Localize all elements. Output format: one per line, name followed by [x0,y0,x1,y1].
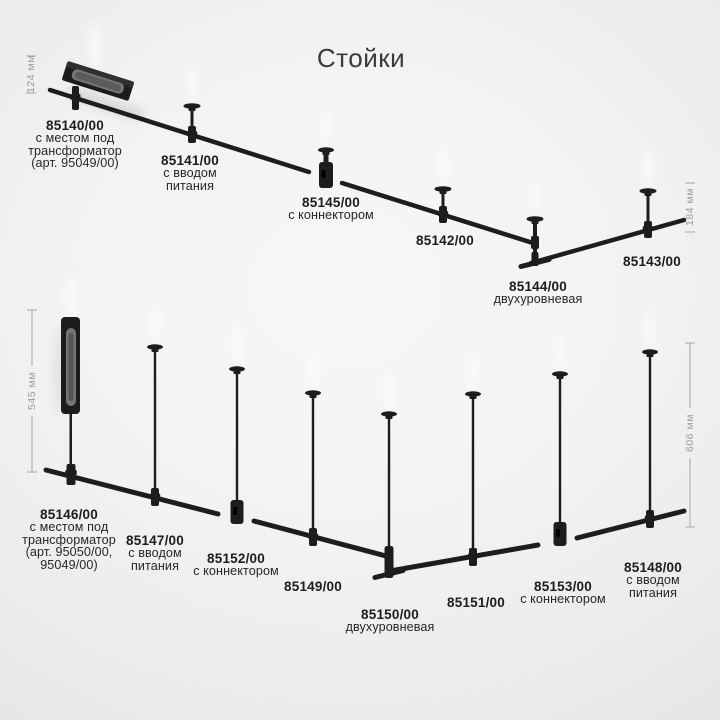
product-description-line: с вводом [128,546,182,560]
product-description-line: (арт. 95050/00, [25,545,113,560]
product-label-85150 [346,608,435,634]
product-label-85153 [520,580,606,606]
dimension-lines [26,56,695,527]
product-description-line: питания [130,558,179,573]
product-label-85142 [416,234,474,247]
product-label-85149 [284,580,342,593]
product-label-85141 [161,154,219,192]
product-label-85147 [126,534,184,572]
article-number: 85153/00 [534,579,592,594]
product-label-85144 [494,280,583,306]
stand-85148-graphic [642,349,658,528]
product-label-85152 [193,552,279,578]
article-number: 85145/00 [302,195,360,210]
dimension-label-545mm: 545 мм [26,372,38,410]
product-label-85151 [447,596,505,609]
product-label-85143 [623,255,681,268]
stand-85152-graphic [229,366,245,524]
page-title: Стойки [316,43,406,73]
article-number: 85148/00 [624,560,682,575]
product-description-line: двухуровневая [493,292,583,306]
product-description-line: двухуровневая [345,620,435,634]
article-number: 85140/00 [46,118,104,133]
article-number: 85146/00 [40,507,98,522]
product-description-line: с местом под [35,131,115,145]
product-description-line: с вводом [626,573,680,587]
article-number: 85152/00 [207,551,265,566]
track-segment-bottom-2 [254,521,386,556]
stand-85147-graphic [147,344,163,506]
dimension-label-124mm: 124 мм [25,55,37,93]
product-description-line: питания [628,585,677,600]
article-number: 85144/00 [509,279,567,294]
article-number: 85151/00 [447,595,505,610]
track-segment-bottom-4 [577,511,684,538]
stand-85145-graphic [318,147,334,188]
product-description-line: с коннектором [520,592,606,606]
article-number: 85142/00 [416,233,474,248]
stand-85146-graphic [61,317,80,485]
product-description-line: питания [165,178,214,193]
product-description-line: трансформатор [22,532,116,547]
stand-85149-graphic [305,390,321,546]
product-description-line: с коннектором [288,208,374,222]
product-description-line: 95049/00) [40,557,98,572]
product-label-85146 [22,508,116,571]
article-number: 85147/00 [126,533,184,548]
track-segment-bottom-3 [390,545,538,571]
product-label-85140 [28,119,122,170]
dimension-label-606mm: 606 мм [684,414,696,452]
article-number: 85149/00 [284,579,342,594]
product-label-85148 [624,561,682,599]
product-description-line: с местом под [29,520,109,534]
product-description-line: трансформатор [28,143,122,158]
stand-85151-graphic [465,391,481,566]
top-row-tracks [50,90,684,263]
article-number: 85141/00 [161,153,219,168]
product-description-line: (арт. 95049/00) [31,156,119,171]
article-number: 85143/00 [623,254,681,269]
dimension-label-184mm: 184 мм [684,188,696,226]
stand-85144-graphic [518,216,552,269]
stand-85153-graphic [552,371,568,546]
product-description-line: с коннектором [193,564,279,578]
product-description-line: с вводом [163,166,217,180]
article-number: 85150/00 [361,607,419,622]
product-label-85145 [288,196,374,222]
